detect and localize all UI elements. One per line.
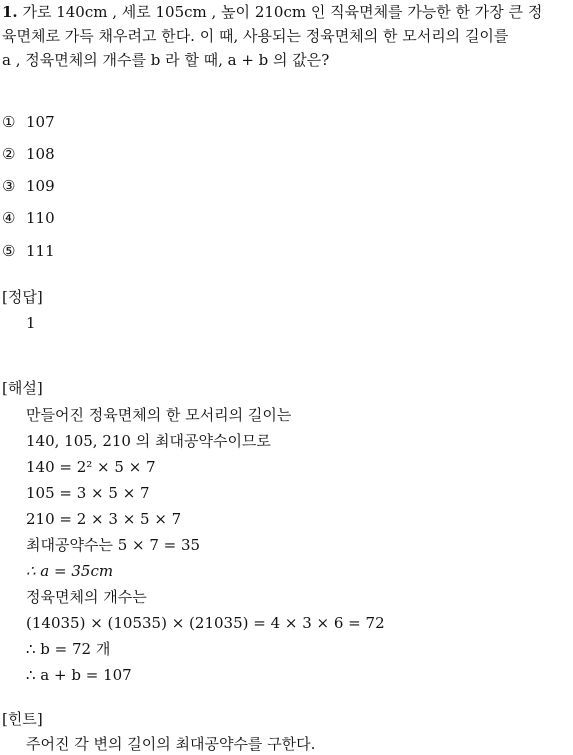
explanation-line-8: 정육면체의 개수는 bbox=[26, 588, 147, 606]
choice-3[interactable] bbox=[2, 175, 55, 197]
choice-5-value: 111 bbox=[26, 242, 55, 260]
choice-4-value: 110 bbox=[26, 209, 55, 227]
answer-value: 1 bbox=[26, 314, 36, 332]
explanation-line-4: 105 = 3 × 5 × 7 bbox=[26, 484, 150, 502]
choice-5[interactable] bbox=[2, 240, 55, 262]
choice-3-value: 109 bbox=[26, 177, 55, 195]
choice-4[interactable] bbox=[2, 207, 55, 229]
choice-1-value: 107 bbox=[26, 113, 55, 131]
question-line-1 bbox=[2, 0, 542, 24]
question-text-1: 가로 140cm , 세로 105cm , 높이 210cm 인 직육면체를 가능한 한 가장 큰 정 bbox=[22, 3, 543, 21]
explanation-line-3: 140 = 2² × 5 × 7 bbox=[26, 458, 156, 476]
choice-1[interactable] bbox=[2, 111, 55, 133]
choice-3-mark: ③ bbox=[2, 177, 16, 195]
explanation-line-5: 210 = 2 × 3 × 5 × 7 bbox=[26, 510, 182, 528]
hint-label: [힌트] bbox=[2, 710, 43, 728]
question-line-3: a , 정육면체의 개수를 b 라 할 때, a + b 의 값은? bbox=[2, 51, 330, 69]
choice-5-mark: ⑤ bbox=[2, 242, 16, 260]
choice-1-mark: ① bbox=[2, 113, 16, 131]
explanation-line-1: 만들어진 정육면체의 한 모서리의 길이는 bbox=[26, 406, 292, 424]
choice-2[interactable] bbox=[2, 143, 55, 165]
explanation-line-6: 최대공약수는 5 × 7 = 35 bbox=[26, 536, 201, 554]
explanation-line-9: (14035) × (10535) × (21035) = 4 × 3 × 6 = 72 bbox=[26, 614, 385, 632]
choice-2-value: 108 bbox=[26, 145, 55, 163]
explanation-line-7: ∴ a = 35cm bbox=[26, 562, 114, 580]
explanation-label: [해설] bbox=[2, 379, 43, 397]
explanation-line-10: ∴ b = 72 개 bbox=[26, 640, 111, 658]
explanation-line-11: ∴ a + b = 107 bbox=[26, 666, 132, 684]
choice-4-mark: ④ bbox=[2, 209, 16, 227]
question-number: 1. bbox=[2, 3, 18, 21]
hint-text: 주어진 각 변의 길이의 최대공약수를 구한다. bbox=[26, 735, 316, 753]
answer-label: [정답] bbox=[2, 288, 43, 306]
choice-2-mark: ② bbox=[2, 145, 16, 163]
question-line-2: 육면체로 가득 채우려고 한다. 이 때, 사용되는 정육면체의 한 모서리의 길이를 bbox=[2, 27, 509, 45]
explanation-line-2: 140, 105, 210 의 최대공약수이므로 bbox=[26, 432, 271, 450]
